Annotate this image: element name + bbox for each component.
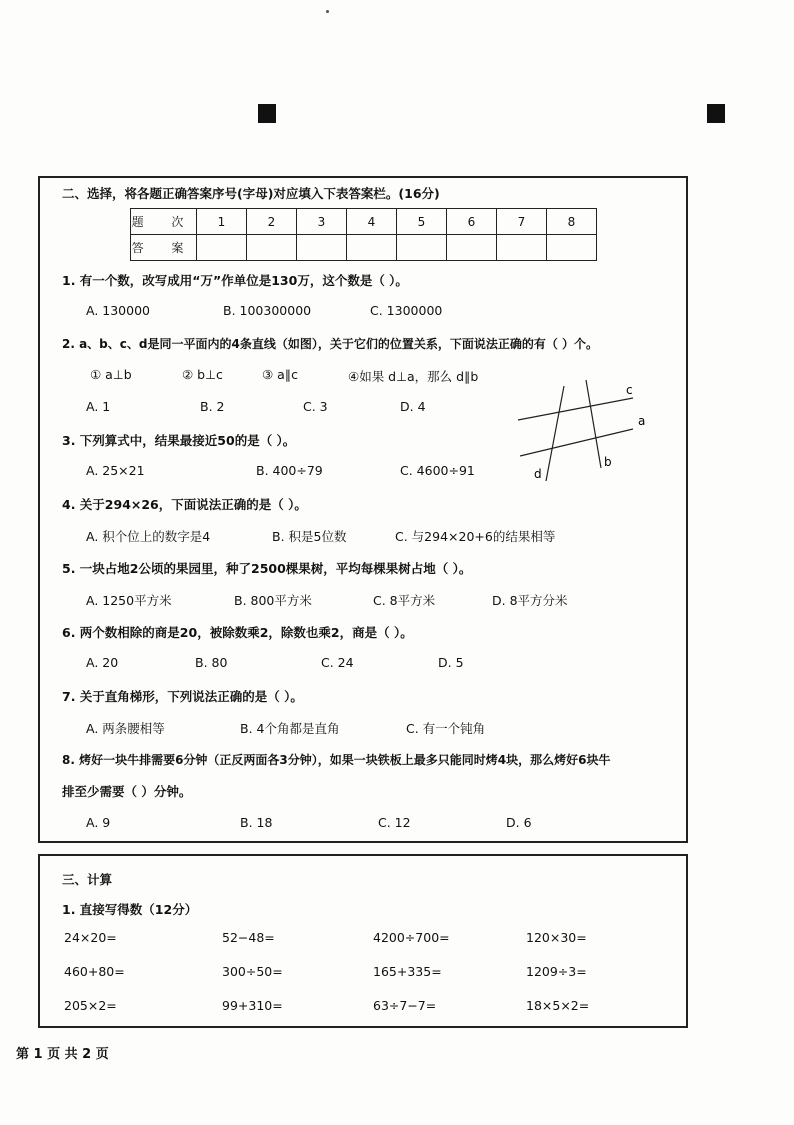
question-1: 1. 有一个数，改写成用“万”作单位是130万，这个数是（ ）。	[62, 273, 408, 288]
question-6: 6. 两个数相除的商是20，被除数乘2，除数也乘2，商是（ ）。	[62, 625, 413, 640]
page-footer: 第 1 页 共 2 页	[16, 1047, 109, 1062]
table-header-answer: 答 案	[131, 235, 197, 261]
label-a: a	[638, 414, 646, 428]
answer-cell[interactable]	[297, 235, 347, 261]
calc-item: 1209÷3=	[526, 964, 587, 979]
section-title: 二、选择，将各题正确答案序号(字母)对应填入下表答案栏。(16分)	[62, 186, 440, 201]
answer-cell[interactable]	[497, 235, 547, 261]
option[interactable]: B. 18	[240, 815, 273, 830]
line-b	[586, 380, 601, 468]
option[interactable]: C. 12	[378, 815, 411, 830]
line-c	[518, 398, 633, 420]
lines-figure	[508, 378, 648, 483]
option[interactable]: A. 1	[86, 399, 111, 414]
section-choice	[38, 176, 688, 843]
statement: ① a⊥b	[90, 367, 132, 382]
option[interactable]: C. 与294×20+6的结果相等	[395, 529, 556, 544]
option[interactable]: C. 8平方米	[373, 593, 436, 608]
option[interactable]: A. 130000	[86, 303, 150, 318]
question-3: 3. 下列算式中，结果最接近50的是（ ）。	[62, 433, 296, 448]
table-cell: 2	[247, 209, 297, 235]
answer-cell[interactable]	[397, 235, 447, 261]
line-a	[520, 429, 633, 456]
answer-cell[interactable]	[547, 235, 597, 261]
scan-dot	[326, 10, 329, 13]
question-8: 8. 烤好一块牛排需要6分钟（正反两面各3分钟），如果一块铁板上最多只能同时烤4块，那么烤好6块牛	[62, 753, 611, 767]
answer-cell[interactable]	[247, 235, 297, 261]
statement: ③ a∥c	[262, 367, 298, 382]
line-d	[546, 386, 564, 481]
option[interactable]: A. 25×21	[86, 463, 145, 478]
option[interactable]: C. 4600÷91	[400, 463, 475, 478]
alignment-marker-left	[258, 104, 276, 123]
table-cell: 3	[297, 209, 347, 235]
label-b: b	[604, 455, 612, 469]
question-4: 4. 关于294×26，下面说法正确的是（ ）。	[62, 497, 307, 512]
option[interactable]: A. 积个位上的数字是4	[86, 529, 211, 544]
table-cell: 8	[547, 209, 597, 235]
calc-item: 205×2=	[64, 998, 117, 1013]
option[interactable]: D. 4	[400, 399, 426, 414]
subsection-title: 1. 直接写得数（12分）	[62, 902, 198, 917]
option[interactable]: B. 800平方米	[234, 593, 312, 608]
section-title: 三、计算	[62, 872, 113, 887]
calc-item: 300÷50=	[222, 964, 283, 979]
calc-item: 63÷7−7=	[373, 998, 437, 1013]
calc-item: 52−48=	[222, 930, 275, 945]
answer-cell[interactable]	[347, 235, 397, 261]
question-2: 2. a、b、c、d是同一平面内的4条直线（如图），关于它们的位置关系，下面说法正确的有（ ）个。	[62, 337, 599, 351]
statement: ② b⊥c	[182, 367, 223, 382]
option[interactable]: B. 4个角都是直角	[240, 721, 340, 736]
option[interactable]: D. 8平方分米	[492, 593, 568, 608]
answer-cell[interactable]	[447, 235, 497, 261]
option[interactable]: C. 24	[321, 655, 354, 670]
label-d: d	[534, 467, 542, 481]
calc-item: 165+335=	[373, 964, 442, 979]
option[interactable]: A. 9	[86, 815, 111, 830]
question-8-cont: 排至少需要（ ）分钟。	[62, 784, 192, 799]
option[interactable]: B. 2	[200, 399, 225, 414]
option[interactable]: B. 80	[195, 655, 228, 670]
calc-item: 24×20=	[64, 930, 117, 945]
option[interactable]: B. 100300000	[223, 303, 312, 318]
calc-item: 120×30=	[526, 930, 587, 945]
option[interactable]: B. 400÷79	[256, 463, 323, 478]
alignment-marker-right	[707, 104, 725, 123]
calc-item: 18×5×2=	[526, 998, 590, 1013]
calc-item: 4200÷700=	[373, 930, 450, 945]
table-cell: 6	[447, 209, 497, 235]
option[interactable]: C. 1300000	[370, 303, 443, 318]
option[interactable]: D. 6	[506, 815, 532, 830]
option[interactable]: C. 3	[303, 399, 328, 414]
calc-item: 460+80=	[64, 964, 125, 979]
answer-cell[interactable]	[197, 235, 247, 261]
option[interactable]: B. 积是5位数	[272, 529, 347, 544]
option[interactable]: A. 两条腰相等	[86, 721, 165, 736]
table-header-number: 题 次	[131, 209, 197, 235]
option[interactable]: A. 20	[86, 655, 119, 670]
section-calculation	[38, 854, 688, 1028]
calc-item: 99+310=	[222, 998, 283, 1013]
table-cell: 4	[347, 209, 397, 235]
question-7: 7. 关于直角梯形，下列说法正确的是（ ）。	[62, 689, 303, 704]
table-cell: 5	[397, 209, 447, 235]
table-cell: 1	[197, 209, 247, 235]
statement: ④如果 d⊥a，那么 d∥b	[348, 369, 479, 384]
question-5: 5. 一块占地2公顷的果园里，种了2500棵果树，平均每棵果树占地（ ）。	[62, 561, 472, 576]
table-cell: 7	[497, 209, 547, 235]
answer-table	[130, 208, 597, 261]
option[interactable]: D. 5	[438, 655, 464, 670]
option[interactable]: A. 1250平方米	[86, 593, 172, 608]
label-c: c	[626, 383, 633, 397]
option[interactable]: C. 有一个钝角	[406, 721, 486, 736]
